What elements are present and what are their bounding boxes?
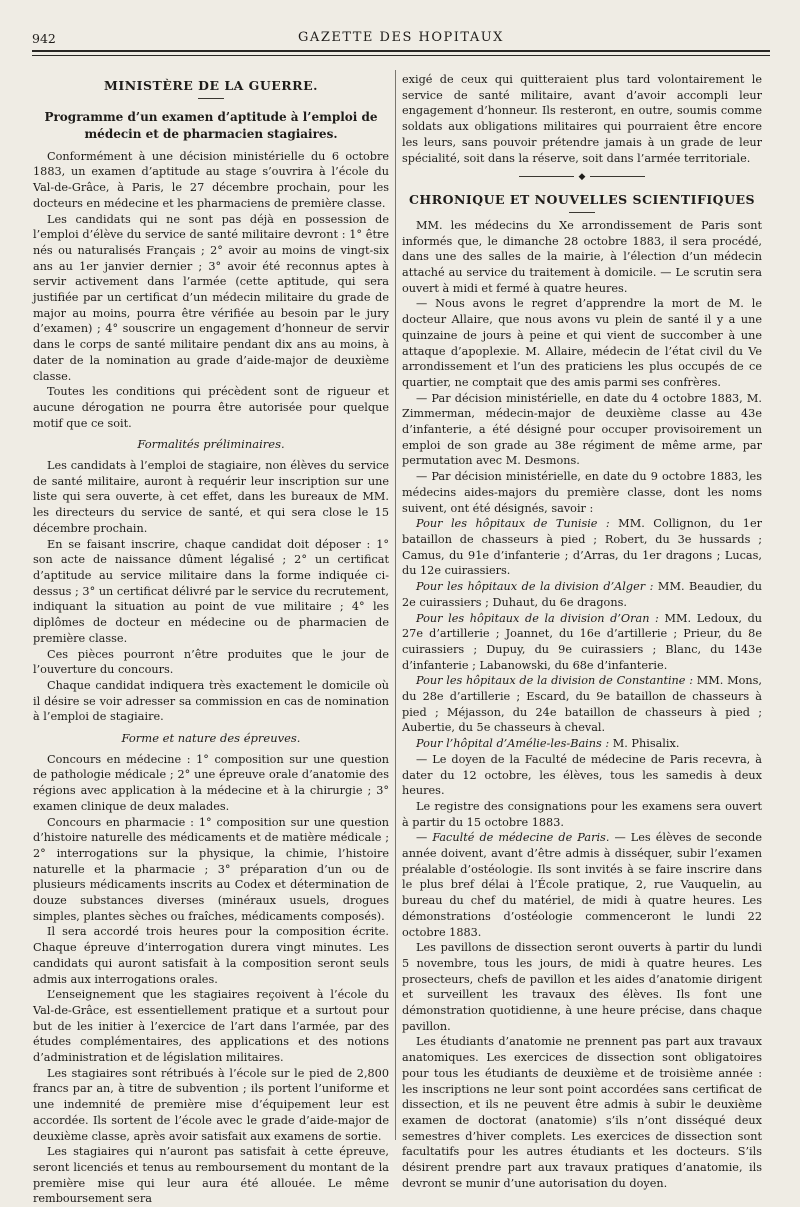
paragraph: Chaque candidat indiquera très exactement le domicile où il désire se voir adresser sa commission en cas de nomination à l’emploi de stagiaire. xyxy=(33,678,389,724)
column-separator xyxy=(395,70,396,1140)
paragraph: Les candidats qui ne sont pas déjà en possession de l’emploi d’élève du service de santé militaire devront : 1° être nés ou naturalisés Français ; 2° avoir au moins de vingt-six ans au 1er janvier dernier ; 3° avoir été reconnus aptes à servir activement dans l’armée (cette aptitude, qui sera justifiée par un certificat d’un médecin militaire du grade de major au moins, pourra être vérifiée au besoin par le jury d’examen) ; 4° souscrire un engagement d’honneur de servir dans le corps de santé militaire pendant dix ans au moins, à dater de la nomination au grade d’aide-major de deuxième classe. xyxy=(33,212,389,383)
posting-entry xyxy=(402,673,762,736)
faculte-paragraph: — Faculté de médecine de Paris. — Les élèves de seconde année doivent, avant d’être admis à disséquer, subir l’examen préalable d’ostéologie. Ils sont invités à se faire inscrire dans le plus bref délai à l’École pratique, 2, rue Vauquelin, au bureau du chef du matériel, de midi à quatre heures. Les démonstrations d’ostéologie commenceront le lundi 22 octobre 1883. xyxy=(402,831,763,939)
posting-entry xyxy=(402,516,762,579)
paragraph: Les stagiaires sont rétribués à l’école sur le pied de 2,800 francs par an, à titre de subvention ; ils portent l’uniforme et une indemnité de première mise d’équipement leur est accordée. Ils sortent de l’école avec le grade d’aide-major de deuxième classe, après avoir satisfait aux examens de sortie. xyxy=(33,1066,389,1143)
paragraph: Concours en pharmacie : 1° composition sur une question d’histoire naturelle des médicaments et de matière médicale ; 2° interrogations sur la physique, la chimie, l’histoire naturelle et la pharmacie ; 3° préparation d’un ou de plusieurs médicaments inscrits au Codex et détermination de douze substances diverses (minéraux usuels, drogues simples, plantes sèches ou fraîches, médicaments composés). xyxy=(33,815,389,923)
paragraph: L’enseignement que les stagiaires reçoivent à l’école du Val-de-Grâce, est essentiellement pratique et a surtout pour but de les initier à l’exercice de l’art dans l’armée, par des études complémentaires, des applications et des notions d’administration et de législation militaires. xyxy=(33,988,389,1065)
short-divider xyxy=(198,98,224,99)
paragraph: Conformément à une décision ministérielle du 6 octobre 1883, un examen d’aptitude au stage s’ouvrira à l’école du Val-de-Grâce, à Paris, le 27 décembre prochain, pour les docteurs en médecine et les pharmaciens de première classe. xyxy=(33,149,389,210)
paragraph: Les candidats à l’emploi de stagiaire, non élèves du service de santé militaire, auront à requérir leur inscription sur une liste qui sera ouverte, à cet effet, dans les bureaux de MM. les directeurs du service de santé, et qui sera close le 15 décembre prochain. xyxy=(33,459,389,535)
paragraph: Les pavillons de dissection seront ouverts à partir du lundi 5 novembre, tous les jours, de midi à quatre heures. Les prosecteurs, chefs de pavillon et les aides d’anatomie dirigent et surveillent les travaux des élèves. Ils font une démonstration quotidienne, à une heure précise, dans chaque pavillon. xyxy=(402,941,762,1033)
ministry-section-title: MINISTÈRE DE LA GUERRE. xyxy=(104,78,318,93)
left-column xyxy=(33,72,389,1207)
paragraph: Ces pièces pourront n’être produites que le jour de l’ouverture du concours. xyxy=(33,647,389,677)
continued-paragraph: exigé de ceux qui quitteraient plus tard volontairement le service de santé militaire, avant d’avoir accompli leur engagement d’honneur. Ils resteront, en outre, soumis comme soldats aux obligations militaires qui pourraient être encore les leurs, sans pouvoir prétendre jamais à un grade de leur spécialité, soit dans la réserve, soit dans l’armée territoriale. xyxy=(402,73,762,165)
epreuves-subtitle: Forme et nature des épreuves. xyxy=(121,731,301,746)
paragraph: Les stagiaires qui n’auront pas satisfait à cette épreuve, seront licenciés et tenus au remboursement du montant de la première mise qui leur aura été allouée. Le même remboursement sera xyxy=(33,1145,389,1206)
posting-label: Pour les hôpitaux de Tunisie : xyxy=(416,517,610,531)
posting-label: Pour les hôpitaux de la division d’Alger : xyxy=(416,580,654,594)
paragraph: — Le doyen de la Faculté de médecine de Paris recevra, à dater du 12 octobre, les élèves, tous les samedis à deux heures. xyxy=(402,752,762,798)
posting-entry xyxy=(402,611,762,674)
paragraph: Concours en médecine : 1° composition sur une question de pathologie médicale ; 2° une épreuve orale d’anatomie des régions avec application à la médecine et à la chirurgie ; 3° examen clinique de deux malades. xyxy=(33,752,389,813)
posting-label: Pour l’hôpital d’Amélie-les-Bains : xyxy=(416,737,610,751)
posting-text: MM. Mons, du 28e d’artillerie ; Escard, du 9e bataillon de chasseurs à pied ; Méjasson, du 24e bataillon de chasseurs à pied ; Aubertie, du 5e chasseurs à cheval. xyxy=(402,674,762,735)
posting-text: M. Phisalix. xyxy=(612,737,680,751)
posting-entry xyxy=(402,579,762,610)
journal-title: GAZETTE DES HOPITAUX xyxy=(298,30,504,45)
ornament-divider: ◆ xyxy=(402,172,762,182)
header-rule-thick xyxy=(32,50,770,52)
paragraph: Les étudiants d’anatomie ne prennent pas part aux travaux anatomiques. Les exercices de dissection sont obligatoires pour tous les étudiants de deuxième et de troisième année : les inscriptions ne leur sont point accordées sans certificat de dissection, et ils ne peuvent être admis à subir le deuxième examen de doctorat (anatomie) s’ils n’ont disséqué deux semestres d’hiver complets. Les exercices de dissection sont facultatifs pour les autres étudiants et les docteurs. S’ils désirent prendre part aux travaux pratiques d’anatomie, ils devront se munir d’une autorisation du doyen. xyxy=(402,1035,762,1190)
faculte-text: — Les élèves de seconde année doivent, avant d’être admis à disséquer, subir l’examen préalable d’ostéologie. Ils sont invités à se faire inscrire dans le plus bref délai à l’École pratique, 2, rue Vauquelin, au bureau du chef du matériel, de midi à quatre heures. Les démonstrations d’ostéologie commenceront le lundi 22 octobre 1883. xyxy=(402,831,763,939)
paragraph: — Par décision ministérielle, en date du 4 octobre 1883, M. Zimmerman, médecin-major de deuxième classe au 43e d’infanterie, a été désigné pour occuper provisoirement un emploi de son grade au 38e régiment de même arme, par permutation avec M. Desmons. xyxy=(402,391,762,468)
posting-label: Pour les hôpitaux de la division de Constantine : xyxy=(416,674,693,688)
posting-text: MM. Beaudier, du 2e cuirassiers ; Duhaut, du 6e dragons. xyxy=(402,580,763,609)
chronique-section-title: CHRONIQUE ET NOUVELLES SCIENTIFIQUES xyxy=(408,192,756,208)
page-header xyxy=(32,26,770,62)
paragraph: Il sera accordé trois heures pour la composition écrite. Chaque épreuve d’interrogation durera vingt minutes. Les candidats qui auront satisfait à la composition seront seuls admis aux interrogations orales. xyxy=(33,925,389,986)
posting-label: Pour les hôpitaux de la division d’Oran : xyxy=(416,611,659,625)
paragraph: MM. les médecins du Xe arrondissement de Paris sont informés que, le dimanche 28 octobre 1883, il sera procédé, dans une des salles de la mairie, à l’élection d’un médecin attaché au service du traitement à domicile. — Le scrutin sera ouvert à midi et fermé à quatre heures. xyxy=(402,218,762,295)
page-number: 942 xyxy=(32,31,56,46)
paragraph: — Par décision ministérielle, en date du 9 octobre 1883, les médecins aides-majors du première classe, dont les noms suivent, ont été désignés, savoir : xyxy=(402,470,762,515)
paragraph: Toutes les conditions qui précèdent sont de rigueur et aucune dérogation ne pourra être autorisée pour quelque motif que ce soit. xyxy=(33,385,389,430)
posting-entry xyxy=(402,736,762,752)
posting-text: MM. Collignon, du 1er bataillon de chasseurs à pied ; Robert, du 3e hussards ; Camus, du 91e d’infanterie ; d’Arras, du 1er dragons ; Lucas, du 12e cuirassiers. xyxy=(402,517,763,578)
paragraph: Le registre des consignations pour les examens sera ouvert à partir du 15 octobre 1883. xyxy=(402,799,762,829)
faculte-label: Faculté de médecine de Paris. xyxy=(432,831,610,845)
header-rule-thin xyxy=(32,55,770,56)
paragraph: En se faisant inscrire, chaque candidat doit déposer : 1° son acte de naissance dûment légalisé ; 2° un certificat d’aptitude au service militaire dans la forme indiquée ci-dessus ; 3° un certificat délivré par le service du recrutement, indiquant la situation au point de vue militaire ; 4° les diplômes de docteur en médecine ou de pharmacien de première classe. xyxy=(33,537,389,645)
formalites-subtitle: Formalités préliminaires. xyxy=(137,437,285,452)
paragraph: — Nous avons le regret d’apprendre la mort de M. le docteur Allaire, que nous avons vu plein de santé il y a une quinzaine de jours à peine et qui vient de succomber à une attaque d’apoplexie. M. Allaire, médecin de l’état civil du Ve arrondissement et l’un des praticiens les plus occupés de ce quartier, ne comptait que des amis parmi ses confrères. xyxy=(402,297,762,389)
posting-text: MM. Ledoux, du 27e d’artillerie ; Joannet, du 16e d’artillerie ; Prieur, du 8e cuirassiers ; Dupuy, du 9e cuirassiers ; Blanc, du 143e d’infanterie ; Labanowski, du 68e d’infanterie. xyxy=(402,611,763,672)
right-column xyxy=(402,72,762,1192)
programme-title: Programme d’un examen d’aptitude à l’emploi de médecin et de pharmacien stagiaires. xyxy=(44,109,378,141)
